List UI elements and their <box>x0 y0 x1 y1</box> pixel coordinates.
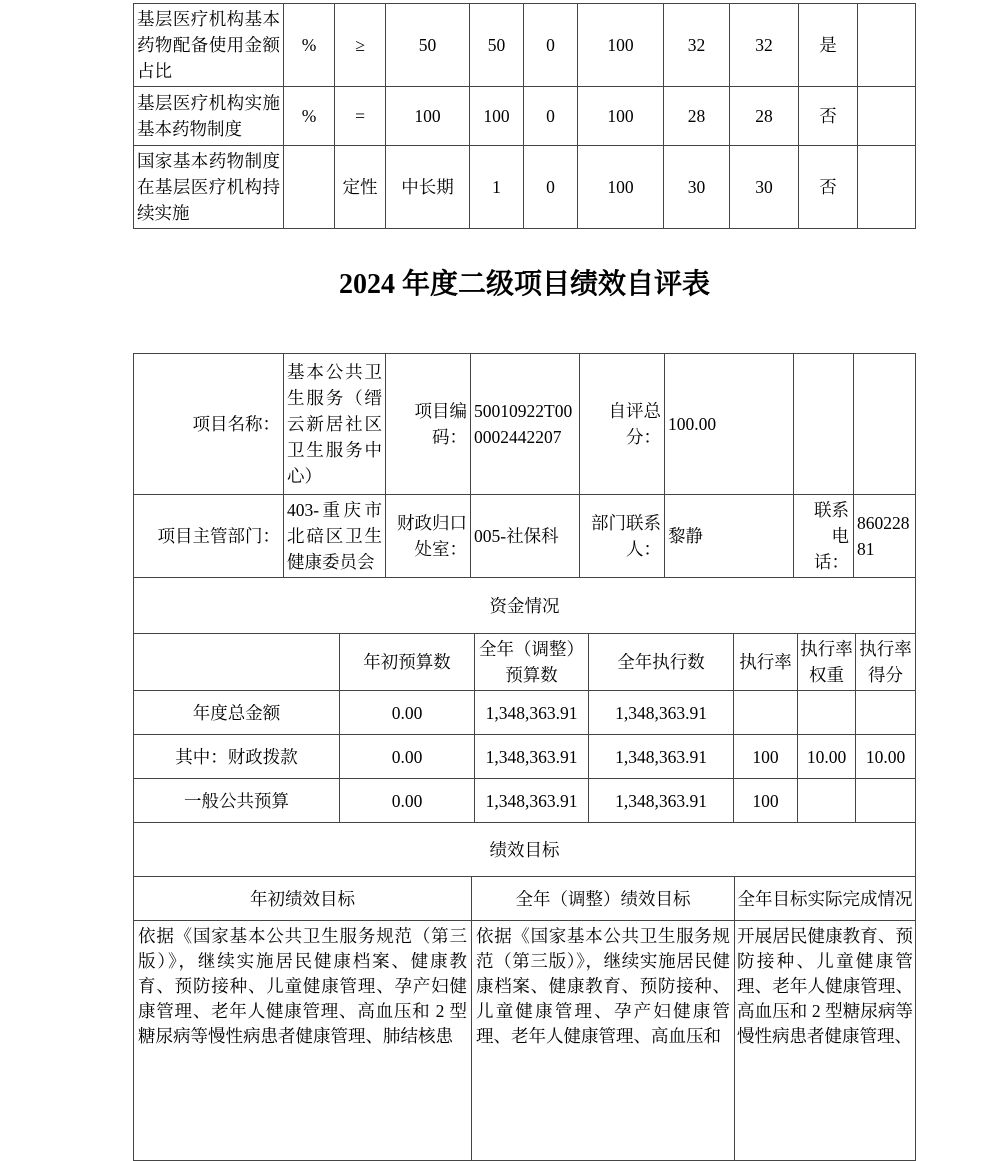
indicator-value-cell: 32 <box>730 4 799 87</box>
project-name-label: 项目名称： <box>134 354 284 495</box>
funding-value-cell <box>798 779 856 823</box>
page-title: 2024 年度二级项目绩效自评表 <box>338 269 710 300</box>
indicator-value-cell: 1 <box>470 146 524 229</box>
indicator-value-cell: 100 <box>578 4 664 87</box>
phone-value: 86022881 <box>854 495 916 578</box>
indicator-unit-cell: % <box>284 87 335 146</box>
indicator-operator-cell: = <box>335 87 386 146</box>
funding-label-cell: 年度总金额 <box>134 691 340 735</box>
header-cell: 年初绩效目标 <box>134 877 472 921</box>
funding-row <box>134 691 916 735</box>
indicator-table <box>133 3 916 229</box>
indicator-value-cell: 0 <box>524 87 578 146</box>
dept-value: 403-重庆市北碚区卫生健康委员会 <box>284 495 386 578</box>
indicator-value-cell: 100 <box>386 87 470 146</box>
indicator-value-cell: 28 <box>664 87 730 146</box>
indicator-name-cell: 基层医疗机构实施基本药物制度 <box>134 87 284 146</box>
funding-row <box>134 735 916 779</box>
project-info-table <box>133 353 916 578</box>
indicator-row <box>134 4 916 87</box>
indicator-empty-cell <box>858 4 916 87</box>
performance-section-row <box>134 823 916 877</box>
project-info-row <box>134 354 916 495</box>
header-cell: 全年（调整）绩效目标 <box>472 877 735 921</box>
funding-value-cell <box>856 779 916 823</box>
header-cell: 全年（调整）预算数 <box>475 634 589 691</box>
empty-cell <box>854 354 916 495</box>
project-name-value: 基本公共卫生服务（缙云新居社区卫生服务中心） <box>284 354 386 495</box>
funding-value-cell: 0.00 <box>340 779 475 823</box>
actual-completion-text: 开展居民健康教育、预防接种、儿童健康管理、老年人健康管理、高血压和 2 型糖尿病等慢性病患者健康管理、 <box>735 921 916 1161</box>
funding-row <box>134 779 916 823</box>
document-page <box>133 3 916 1161</box>
performance-header-row <box>134 877 916 921</box>
header-cell <box>134 634 340 691</box>
performance-content-row <box>134 921 916 1161</box>
funding-value-cell: 1,348,363.91 <box>475 779 589 823</box>
indicator-name-cell: 基层医疗机构基本药物配备使用金额占比 <box>134 4 284 87</box>
funding-value-cell: 1,348,363.91 <box>589 691 734 735</box>
indicator-value-cell: 50 <box>386 4 470 87</box>
contact-label: 部门联系人： <box>580 495 665 578</box>
initial-goal-text: 依据《国家基本公共卫生服务规范（第三版）》，继续实施居民健康档案、健康教育、预防接种、儿童健康管理、孕产妇健康管理、老年人健康管理、高血压和 2 型糖尿病等慢性病患者健康管理、肺结核患 <box>134 921 472 1161</box>
finance-office-label: 财政归口处室： <box>386 495 471 578</box>
indicator-value-cell: 30 <box>664 146 730 229</box>
indicator-empty-cell <box>858 146 916 229</box>
adjusted-goal-text: 依据《国家基本公共卫生服务规范（第三版）》，继续实施居民健康档案、健康教育、预防接种、儿童健康管理、孕产妇健康管理、老年人健康管理、高血压和 <box>472 921 735 1161</box>
project-info-row <box>134 495 916 578</box>
performance-goals-table <box>133 822 916 1161</box>
funding-label-cell: 其中：财政拨款 <box>134 735 340 779</box>
funding-section-title: 资金情况 <box>134 578 916 634</box>
indicator-value-cell: 中长期 <box>386 146 470 229</box>
funding-value-cell <box>856 691 916 735</box>
indicator-value-cell: 30 <box>730 146 799 229</box>
indicator-empty-cell <box>858 87 916 146</box>
indicator-flag-cell: 是 <box>799 4 858 87</box>
indicator-value-cell: 100 <box>578 146 664 229</box>
self-score-label: 自评总分： <box>580 354 665 495</box>
funding-value-cell: 10.00 <box>798 735 856 779</box>
project-code-label: 项目编码： <box>386 354 471 495</box>
header-cell: 全年执行数 <box>589 634 734 691</box>
finance-office-value: 005-社保科 <box>471 495 580 578</box>
indicator-value-cell: 28 <box>730 87 799 146</box>
indicator-operator-cell: 定性 <box>335 146 386 229</box>
header-cell: 全年目标实际完成情况 <box>735 877 916 921</box>
funding-header-row <box>134 634 916 691</box>
indicator-value-cell: 100 <box>470 87 524 146</box>
indicator-row <box>134 146 916 229</box>
funding-value-cell: 10.00 <box>856 735 916 779</box>
indicator-value-cell: 0 <box>524 4 578 87</box>
indicator-value-cell: 50 <box>470 4 524 87</box>
performance-section-title: 绩效目标 <box>134 823 916 877</box>
indicator-name-cell: 国家基本药物制度在基层医疗机构持续实施 <box>134 146 284 229</box>
header-cell: 执行率 <box>734 634 798 691</box>
indicator-operator-cell: ≥ <box>335 4 386 87</box>
funding-label-cell: 一般公共预算 <box>134 779 340 823</box>
funding-table <box>133 577 916 823</box>
contact-value: 黎静 <box>665 495 794 578</box>
indicator-value-cell: 0 <box>524 146 578 229</box>
phone-label: 联系电话： <box>794 495 854 578</box>
indicator-unit-cell <box>284 146 335 229</box>
funding-value-cell: 1,348,363.91 <box>589 779 734 823</box>
empty-cell <box>794 354 854 495</box>
indicator-unit-cell: % <box>284 4 335 87</box>
funding-value-cell: 100 <box>734 735 798 779</box>
indicator-flag-cell: 否 <box>799 87 858 146</box>
indicator-value-cell: 32 <box>664 4 730 87</box>
header-cell: 执行率权重 <box>798 634 856 691</box>
funding-value-cell <box>734 691 798 735</box>
funding-value-cell: 1,348,363.91 <box>589 735 734 779</box>
funding-section-row <box>134 578 916 634</box>
funding-value-cell <box>798 691 856 735</box>
header-cell: 年初预算数 <box>340 634 475 691</box>
indicator-flag-cell: 否 <box>799 146 858 229</box>
self-score-value: 100.00 <box>665 354 794 495</box>
header-cell: 执行率得分 <box>856 634 916 691</box>
indicator-row <box>134 87 916 146</box>
funding-value-cell: 0.00 <box>340 735 475 779</box>
dept-label: 项目主管部门： <box>134 495 284 578</box>
funding-value-cell: 1,348,363.91 <box>475 735 589 779</box>
funding-value-cell: 0.00 <box>340 691 475 735</box>
funding-value-cell: 100 <box>734 779 798 823</box>
indicator-value-cell: 100 <box>578 87 664 146</box>
project-code-value: 50010922T000002442207 <box>471 354 580 495</box>
funding-value-cell: 1,348,363.91 <box>475 691 589 735</box>
